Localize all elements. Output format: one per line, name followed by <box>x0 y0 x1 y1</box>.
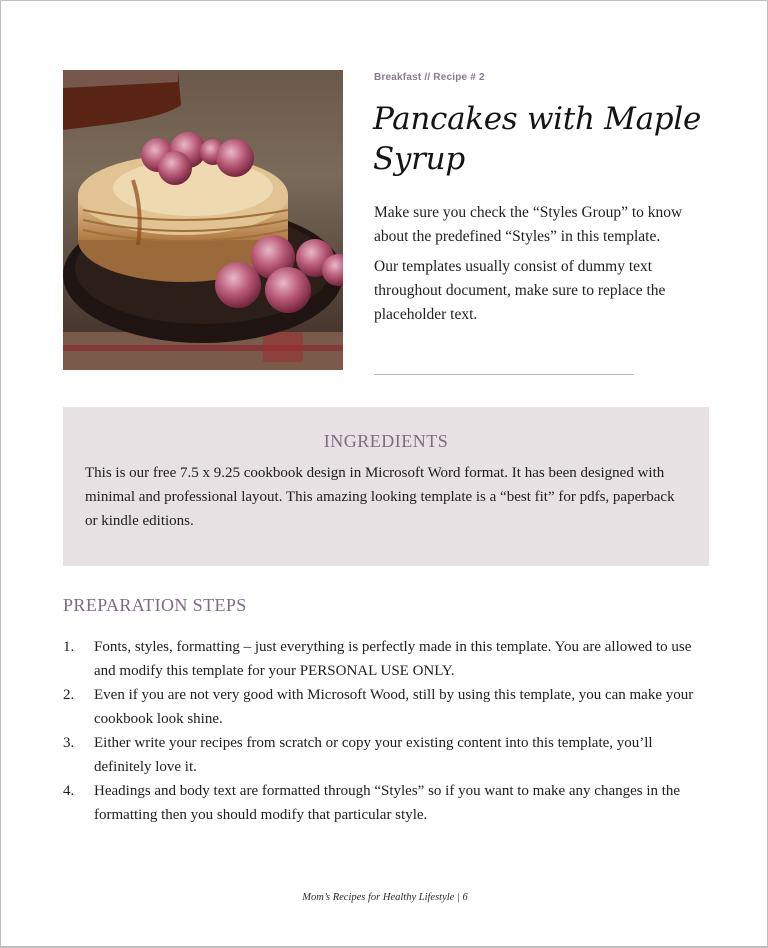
intro-text <box>374 201 709 333</box>
ingredients-heading: INGREDIENTS <box>323 431 449 451</box>
recipe-category: Breakfast // Recipe # 2 <box>374 72 485 83</box>
step-text: Fonts, styles, formatting – just everything is perfectly made in this template. You are allowed to use and modify this template for your PERSONAL USE ONLY. <box>94 639 692 679</box>
step-text: Even if you are not very good with Microsoft Wood, still by using this template, you can make your cookbook look shine. <box>94 687 694 727</box>
ingredients-box <box>63 407 709 566</box>
list-item <box>63 683 713 731</box>
list-item <box>63 779 713 827</box>
recipe-title: Pancakes with Maple Syrup <box>373 101 702 177</box>
recipe-photo <box>63 70 343 370</box>
step-number: 1. <box>63 639 75 655</box>
step-number: 2. <box>63 687 75 703</box>
intro-paragraph: Our templates usually consist of dummy text throughout document, make sure to replace the placeholder text. <box>374 258 666 323</box>
list-item <box>63 635 713 683</box>
step-number: 4. <box>63 783 75 799</box>
ingredients-body: This is our free 7.5 x 9.25 cookbook design in Microsoft Word format. It has been designed with minimal and professional layout. This amazing looking template is a “best fit” for pdfs, paperback or kindle editions. <box>85 465 675 529</box>
step-text: Headings and body text are formatted through “Styles” so if you want to make any changes in the formatting then you should modify that particular style. <box>94 783 681 823</box>
divider <box>374 374 634 375</box>
list-item <box>63 731 713 779</box>
preparation-steps-list <box>63 635 713 827</box>
preparation-heading: PREPARATION STEPS <box>63 595 247 615</box>
step-text: Either write your recipes from scratch or copy your existing content into this template, you’ll definitely love it. <box>94 735 653 775</box>
page-footer: Mom’s Recipes for Healthy Lifestyle | 6 <box>302 892 468 903</box>
step-number: 3. <box>63 735 75 751</box>
pancake-image-icon <box>63 70 343 370</box>
intro-paragraph: Make sure you check the “Styles Group” to know about the predefined “Styles” in this template. <box>374 204 683 245</box>
